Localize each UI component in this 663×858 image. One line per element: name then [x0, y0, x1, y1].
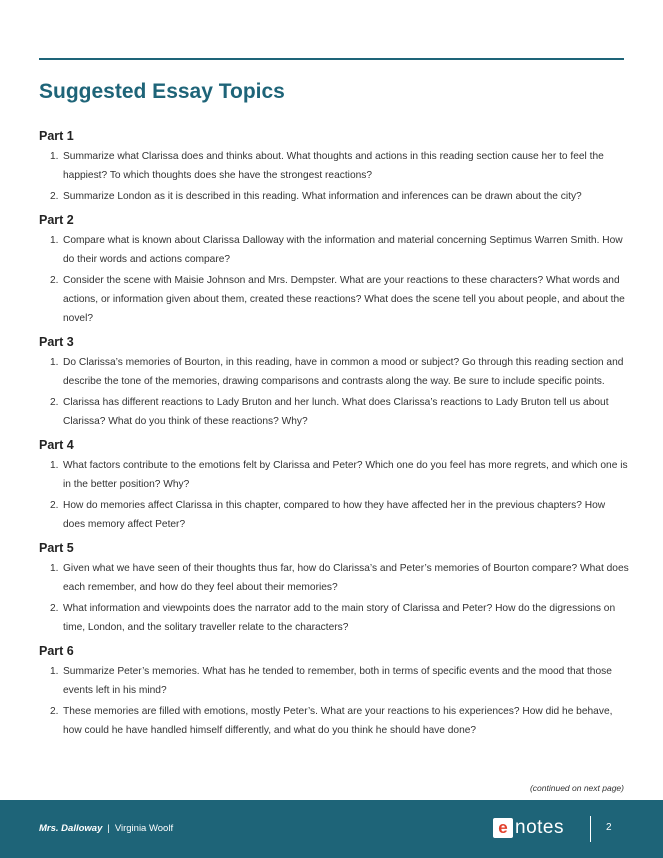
- topic-number: 1.: [50, 235, 59, 246]
- topic-list: [39, 231, 629, 328]
- topic-item: [39, 187, 629, 206]
- top-divider: [39, 58, 624, 60]
- topic-number: 2.: [50, 706, 59, 717]
- part-heading: Part 5: [39, 541, 74, 555]
- topic-number: 1.: [50, 357, 59, 368]
- part-heading: Part 4: [39, 438, 74, 452]
- topic-number: 2.: [50, 397, 59, 408]
- topic-item: [39, 599, 629, 637]
- topic-number: 2.: [50, 500, 59, 511]
- part-section: [39, 539, 629, 637]
- topic-text: What information and viewpoints does the narrator add to the main story of Clarissa and Peter? How do the digressions on time, London, and the solitary traveller relate to the characters?: [63, 603, 616, 633]
- topic-text: Given what we have seen of their thoughts thus far, how do Clarissa’s and Peter’s memories of Bourton compare? What does each remember, and how do they feel about their memories?: [63, 563, 629, 593]
- footer-divider: [590, 816, 591, 842]
- author-name: Virginia Woolf: [114, 823, 174, 834]
- topic-list: [39, 662, 629, 740]
- enotes-logo[interactable]: [493, 816, 564, 840]
- topic-text: Compare what is known about Clarissa Dalloway with the information and material concerning Septimus Warren Smith. How do their words and actions compare?: [63, 235, 623, 265]
- topic-number: 1.: [50, 666, 59, 677]
- footer-separator: |: [107, 823, 110, 834]
- topic-item: [39, 662, 629, 700]
- topic-item: [39, 456, 629, 494]
- essay-topics: [39, 127, 629, 745]
- part-heading: Part 1: [39, 129, 74, 143]
- topic-list: [39, 559, 629, 637]
- topic-text: Clarissa has different reactions to Lady Bruton and her lunch. What does Clarissa’s reactions to Lady Bruton tell us about Clarissa? What do you think of these reactions? Why?: [63, 397, 609, 427]
- part-heading: Part 3: [39, 335, 74, 349]
- topic-number: 1.: [50, 563, 59, 574]
- part-section: [39, 211, 629, 328]
- continued-note: (continued on next page): [529, 783, 624, 793]
- part-heading: Part 2: [39, 213, 74, 227]
- topic-list: [39, 456, 629, 534]
- topic-text: Consider the scene with Maisie Johnson and Mrs. Dempster. What are your reactions to these characters? What words and actions, or information given about them, created these reactions? What does the scene tell you about people, and about the novel?: [63, 275, 625, 324]
- topic-number: 1.: [50, 151, 59, 162]
- topic-item: [39, 393, 629, 431]
- part-heading: Part 6: [39, 644, 74, 658]
- part-section: [39, 333, 629, 431]
- topic-number: 1.: [50, 460, 59, 471]
- page-footer: [0, 800, 663, 858]
- topic-item: [39, 702, 629, 740]
- topic-number: 2.: [50, 603, 59, 614]
- topic-list: [39, 353, 629, 431]
- topic-number: 2.: [50, 275, 59, 286]
- book-title: Mrs. Dalloway: [39, 823, 103, 834]
- topic-text: Do Clarissa’s memories of Bourton, in this reading, have in common a mood or subject? Go through this reading section and describe the tone of the memories, drawing comparisons and contrasts along the way. Be sure to include specific points.: [63, 357, 624, 387]
- topic-item: [39, 559, 629, 597]
- topic-item: [39, 353, 629, 391]
- topic-text: Summarize Peter’s memories. What has he tended to remember, both in terms of specific events and the mood that those events left in his mind?: [63, 666, 612, 696]
- topic-list: [39, 147, 629, 206]
- topic-item: [39, 496, 629, 534]
- footer-book-info: [39, 823, 173, 834]
- topic-text: Summarize London as it is described in this reading. What information and inferences can be drawn about the city?: [63, 191, 582, 202]
- topic-item: [39, 147, 629, 185]
- topic-text: How do memories affect Clarissa in this chapter, compared to how they have affected her in the previous chapters? How does memory affect Peter?: [63, 500, 606, 530]
- topic-text: What factors contribute to the emotions felt by Clarissa and Peter? Which one do you feel has more regrets, and which one is in the better position? Why?: [63, 460, 628, 490]
- topic-item: [39, 271, 629, 328]
- part-section: [39, 642, 629, 740]
- page-title: Suggested Essay Topics: [39, 80, 285, 103]
- logo-e-icon: e: [493, 818, 513, 838]
- page-number: 2: [606, 822, 612, 833]
- topic-text: These memories are filled with emotions, mostly Peter’s. What are your reactions to his experiences? How did he behave, how could he have handled himself differently, and what do you think he should have done?: [63, 706, 613, 736]
- part-section: [39, 127, 629, 206]
- topic-number: 2.: [50, 191, 59, 202]
- part-section: [39, 436, 629, 534]
- topic-item: [39, 231, 629, 269]
- logo-text: notes: [515, 817, 564, 838]
- topic-text: Summarize what Clarissa does and thinks about. What thoughts and actions in this reading section cause her to feel the happiest? To which thoughts does she have the strongest reactions?: [63, 151, 604, 181]
